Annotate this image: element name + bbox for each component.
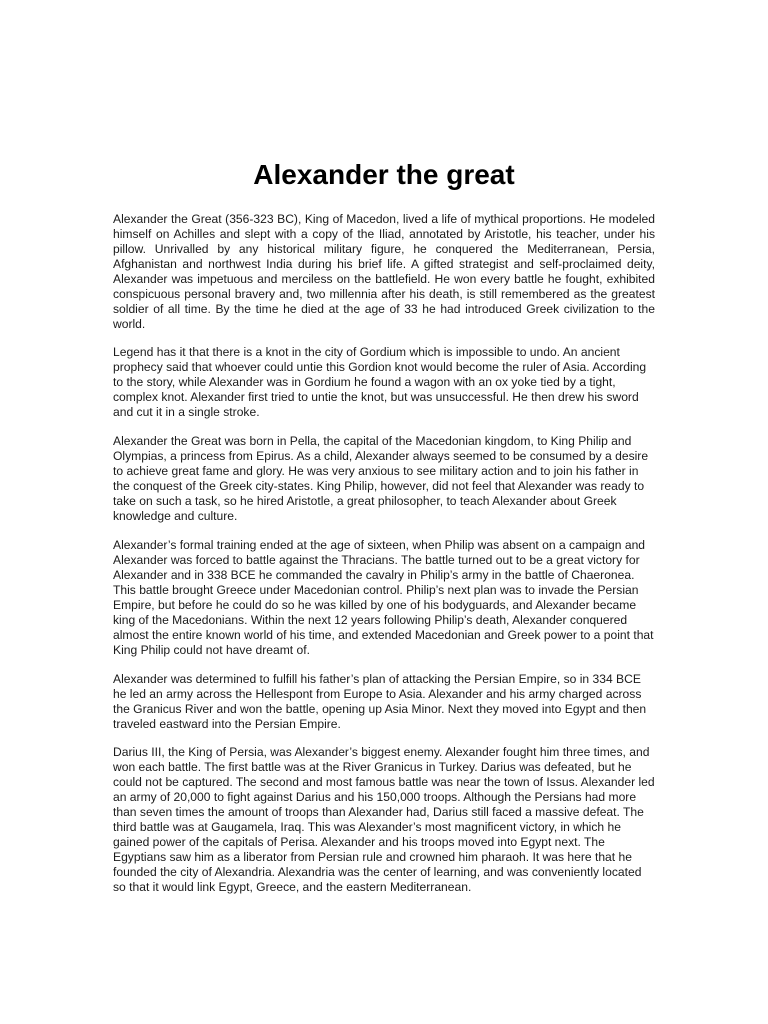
paragraph-intro: Alexander the Great (356-323 BC), King of Macedon, lived a life of mythical proportions. He modeled himself on Achilles and slept with a copy of the Iliad, annotated by Aristotle, his teacher, under his pillow. Unrivalled by any historical military figure, he conquered the Mediterranean, Persia, Afghanistan and northwest India during his brief life. A gifted strategist and self-proclaimed deity, Alexander was impetuous and merciless on the battlefield. He won every battle he fought, exhibited conspicuous personal bravery and, two millennia after his death, is still remembered as the greatest soldier of all time. By the time he died at the age of 33 he had introduced Greek civilization to the world. [113, 212, 655, 331]
paragraph-formal-training: Alexander’s formal training ended at the age of sixteen, when Philip was absent on a campaign and Alexander was forced to battle against the Thracians. The battle turned out to be a great victory for Alexander and in 338 BCE he commanded the cavalry in Philip’s army in the battle of Chaeronea. This battle brought Greece under Macedonian control. Philip’s next plan was to invade the Persian Empire, but before he could do so he was killed by one of his bodyguards, and Alexander became king of the Macedonians. Within the next 12 years following Philip’s death, Alexander conquered almost the entire known world of his time, and extended Macedonian and Greek power to a point that King Philip could not have dreamt of. [113, 538, 654, 657]
paragraph-gordian-knot: Legend has it that there is a knot in the city of Gordium which is impossible to undo. An ancient prophecy said that whoever could untie this Gordion knot would become the ruler of Asia. According to the story, while Alexander was in Gordium he found a wagon with an ox yoke tied by a tight, complex knot. Alexander first tried to untie the knot, but was unsuccessful. He then drew his sword and cut it in a single stroke. [113, 345, 647, 419]
paragraph-darius: Darius III, the King of Persia, was Alexander’s biggest enemy. Alexander fought him three times, and won each battle. The first battle was at the River Granicus in Turkey. Darius was defeated, but he could not be captured. The second and most famous battle was near the town of Issus. Alexander led an army of 20,000 to fight against Darius and his 150,000 troops. Although the Persians had more than seven times the amount of troops than Alexander had, Darius still faced a massive defeat. The third battle was at Gaugamela, Iraq. This was Alexander’s most magnificent victory, in which he gained power of the capitals of Perisa. Alexander and his troops moved into Egypt next. The Egyptians saw him as a liberator from Persian rule and crowned him pharaoh. It was here that he founded the city of Alexandria. Alexandria was the center of learning, and was conveniently located so that it would link Egypt, Greece, and the eastern Mediterranean. [113, 745, 655, 894]
paragraph-persian-campaign: Alexander was determined to fulfill his father’s plan of attacking the Persian Empire, so in 334 BCE he led an army across the Hellespont from Europe to Asia. Alexander and his army charged across the Granicus River and won the battle, opening up Asia Minor. Next they moved into Egypt and then traveled eastward into the Persian Empire. [113, 672, 647, 731]
paragraph-early-life: Alexander the Great was born in Pella, the capital of the Macedonian kingdom, to King Philip and Olympias, a princess from Epirus. As a child, Alexander always seemed to be consumed by a desire to achieve great fame and glory. He was very anxious to see military action and to join his father in the conquest of the Greek city-states. King Philip, however, did not feel that Alexander was ready to take on such a task, so he hired Aristotle, a great philosopher, to teach Alexander about Greek knowledge and culture. [113, 434, 649, 523]
document-title: Alexander the great [253, 159, 515, 190]
